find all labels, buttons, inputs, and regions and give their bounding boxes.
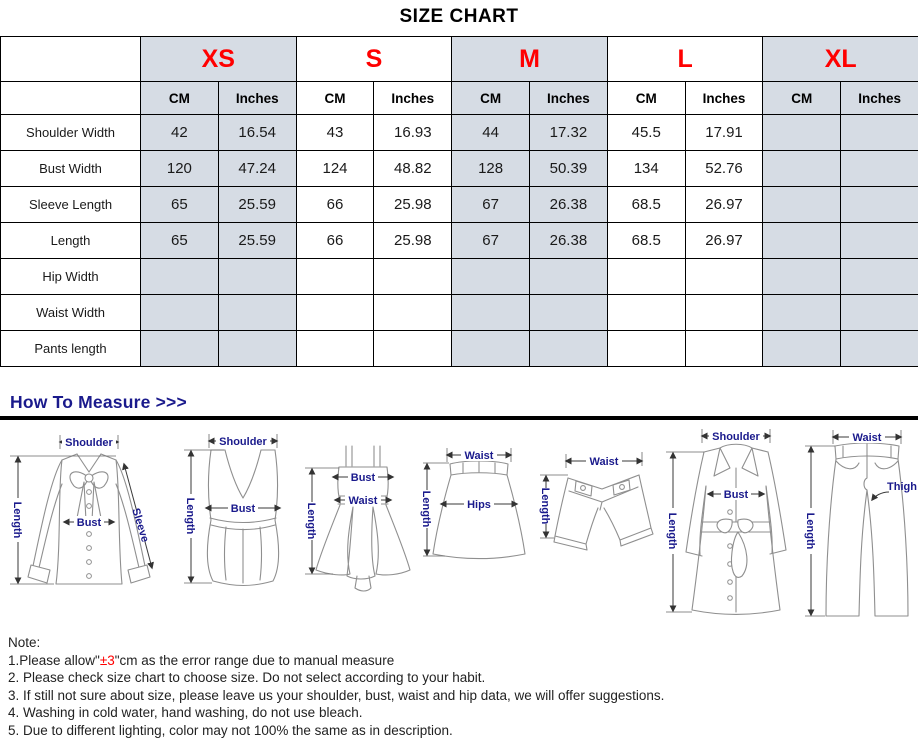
tank-top-diagram bbox=[180, 428, 306, 598]
row-label: Waist Width bbox=[1, 295, 141, 331]
svg-text:Length: Length bbox=[11, 501, 23, 539]
unit-header-s-cm: CM bbox=[296, 82, 374, 115]
value-cell bbox=[763, 295, 841, 331]
value-cell: 66 bbox=[296, 223, 374, 259]
value-cell: 124 bbox=[296, 151, 374, 187]
value-cell bbox=[685, 259, 763, 295]
value-cell bbox=[841, 259, 918, 295]
value-cell bbox=[841, 295, 918, 331]
value-cell: 65 bbox=[141, 187, 219, 223]
value-cell bbox=[218, 295, 296, 331]
svg-text:Length: Length bbox=[184, 497, 196, 535]
svg-text:Length: Length bbox=[666, 512, 678, 550]
value-cell bbox=[763, 187, 841, 223]
unit-header-xl-inches: Inches bbox=[841, 82, 918, 115]
svg-text:Waist: Waist bbox=[464, 450, 494, 462]
value-cell: 16.54 bbox=[218, 115, 296, 151]
table-row bbox=[1, 331, 918, 367]
size-header-xl: XL bbox=[763, 37, 918, 82]
note-red-tolerance: ±3 bbox=[99, 652, 115, 668]
value-cell: 44 bbox=[452, 115, 530, 151]
value-cell bbox=[374, 331, 452, 367]
svg-text:Length: Length bbox=[420, 490, 432, 528]
value-cell: 16.93 bbox=[374, 115, 452, 151]
how-to-measure-heading: How To Measure >>> bbox=[10, 392, 187, 412]
value-cell bbox=[374, 259, 452, 295]
row-label: Shoulder Width bbox=[1, 115, 141, 151]
coat-diagram bbox=[658, 424, 806, 624]
value-cell: 25.59 bbox=[218, 187, 296, 223]
value-cell: 17.32 bbox=[530, 115, 608, 151]
svg-text:Waist: Waist bbox=[852, 432, 882, 444]
value-cell bbox=[530, 295, 608, 331]
size-table-body bbox=[1, 37, 918, 367]
size-header-xs: XS bbox=[141, 37, 297, 82]
value-cell: 26.38 bbox=[530, 187, 608, 223]
row-label: Pants length bbox=[1, 331, 141, 367]
table-row bbox=[1, 187, 918, 223]
svg-text:Length: Length bbox=[804, 512, 816, 550]
size-table bbox=[0, 36, 918, 367]
value-cell bbox=[841, 331, 918, 367]
value-cell bbox=[296, 259, 374, 295]
value-cell bbox=[218, 259, 296, 295]
value-cell bbox=[685, 295, 763, 331]
size-header-s: S bbox=[296, 37, 452, 82]
value-cell: 68.5 bbox=[607, 223, 685, 259]
unit-header-xl-cm: CM bbox=[763, 82, 841, 115]
value-cell: 26.97 bbox=[685, 187, 763, 223]
note-heading: Note: bbox=[8, 635, 41, 650]
value-cell bbox=[141, 331, 219, 367]
value-cell bbox=[763, 151, 841, 187]
skirt-diagram bbox=[420, 446, 535, 570]
svg-text:Hips: Hips bbox=[467, 499, 491, 511]
value-cell bbox=[452, 259, 530, 295]
svg-text:Waist: Waist bbox=[589, 456, 619, 468]
value-cell bbox=[841, 115, 918, 151]
row-label: Length bbox=[1, 223, 141, 259]
value-cell bbox=[763, 223, 841, 259]
row-label: Sleeve Length bbox=[1, 187, 141, 223]
size-header-m: M bbox=[452, 37, 608, 82]
svg-text:Length: Length bbox=[539, 487, 551, 525]
table-row bbox=[1, 115, 918, 151]
value-cell: 26.38 bbox=[530, 223, 608, 259]
svg-text:Bust: Bust bbox=[350, 472, 376, 484]
value-cell bbox=[374, 295, 452, 331]
value-cell bbox=[607, 295, 685, 331]
value-cell bbox=[841, 151, 918, 187]
value-cell: 134 bbox=[607, 151, 685, 187]
value-cell: 25.98 bbox=[374, 187, 452, 223]
dress-diagram bbox=[305, 444, 423, 592]
corner-cell-units bbox=[1, 82, 141, 115]
svg-text:Bust: Bust bbox=[723, 489, 749, 501]
value-cell: 43 bbox=[296, 115, 374, 151]
svg-text:Bust: Bust bbox=[76, 517, 102, 529]
svg-text:Length: Length bbox=[305, 502, 317, 540]
notes-section bbox=[0, 634, 918, 740]
value-cell: 48.82 bbox=[374, 151, 452, 187]
value-cell bbox=[141, 259, 219, 295]
note-line-5: 5. Due to different lighting, color may not 100% the same as in description. bbox=[8, 722, 453, 738]
table-row bbox=[1, 259, 918, 295]
row-label: Hip Width bbox=[1, 259, 141, 295]
value-cell: 120 bbox=[141, 151, 219, 187]
unit-header-l-cm: CM bbox=[607, 82, 685, 115]
value-cell bbox=[763, 259, 841, 295]
unit-header-xs-inches: Inches bbox=[218, 82, 296, 115]
size-header-l: L bbox=[607, 37, 763, 82]
note-line-1: 1.Please allow"±3"cm as the error range due to manual measure bbox=[8, 652, 395, 668]
value-cell: 47.24 bbox=[218, 151, 296, 187]
svg-text:Shoulder: Shoulder bbox=[219, 436, 267, 448]
value-cell: 66 bbox=[296, 187, 374, 223]
note-line-2: 2. Please check size chart to choose size. Do not select according to your habit. bbox=[8, 670, 486, 686]
value-cell bbox=[452, 295, 530, 331]
svg-text:Thigh: Thigh bbox=[887, 481, 917, 493]
svg-text:Waist: Waist bbox=[348, 495, 378, 507]
value-cell bbox=[607, 331, 685, 367]
value-cell: 25.59 bbox=[218, 223, 296, 259]
value-cell: 67 bbox=[452, 187, 530, 223]
row-label: Bust Width bbox=[1, 151, 141, 187]
unit-header-xs-cm: CM bbox=[141, 82, 219, 115]
note-line-3: 3. If still not sure about size, please leave us your shoulder, bust, waist and hip data, we will offer suggestions. bbox=[8, 687, 665, 703]
value-cell: 68.5 bbox=[607, 187, 685, 223]
unit-header-m-inches: Inches bbox=[530, 82, 608, 115]
corner-cell bbox=[1, 37, 141, 82]
value-cell bbox=[452, 331, 530, 367]
value-cell: 42 bbox=[141, 115, 219, 151]
value-cell: 26.97 bbox=[685, 223, 763, 259]
value-cell: 52.76 bbox=[685, 151, 763, 187]
pants-diagram bbox=[803, 426, 915, 626]
svg-text:Bust: Bust bbox=[230, 503, 256, 515]
value-cell: 65 bbox=[141, 223, 219, 259]
value-cell bbox=[296, 331, 374, 367]
table-row bbox=[1, 223, 918, 259]
unit-header-l-inches: Inches bbox=[685, 82, 763, 115]
value-cell bbox=[763, 331, 841, 367]
blouse-diagram bbox=[4, 426, 176, 622]
svg-text:Sleeve: Sleeve bbox=[129, 506, 151, 544]
value-cell: 128 bbox=[452, 151, 530, 187]
value-cell bbox=[685, 331, 763, 367]
svg-text:Shoulder: Shoulder bbox=[712, 431, 760, 443]
value-cell: 50.39 bbox=[530, 151, 608, 187]
value-cell: 25.98 bbox=[374, 223, 452, 259]
value-cell: 45.5 bbox=[607, 115, 685, 151]
value-cell bbox=[530, 331, 608, 367]
table-row bbox=[1, 151, 918, 187]
measure-diagrams bbox=[0, 420, 918, 627]
value-cell bbox=[141, 295, 219, 331]
value-cell bbox=[841, 223, 918, 259]
value-cell bbox=[607, 259, 685, 295]
note-line-4: 4. Washing in cold water, hand washing, do not use bleach. bbox=[8, 705, 363, 721]
value-cell: 67 bbox=[452, 223, 530, 259]
unit-header-m-cm: CM bbox=[452, 82, 530, 115]
value-cell bbox=[296, 295, 374, 331]
table-row bbox=[1, 295, 918, 331]
value-cell: 17.91 bbox=[685, 115, 763, 151]
shorts-diagram bbox=[538, 450, 656, 560]
value-cell bbox=[218, 331, 296, 367]
value-cell bbox=[530, 259, 608, 295]
svg-text:Shoulder: Shoulder bbox=[65, 437, 113, 449]
unit-header-s-inches: Inches bbox=[374, 82, 452, 115]
value-cell bbox=[841, 187, 918, 223]
page-title: SIZE CHART bbox=[399, 6, 519, 27]
value-cell bbox=[763, 115, 841, 151]
